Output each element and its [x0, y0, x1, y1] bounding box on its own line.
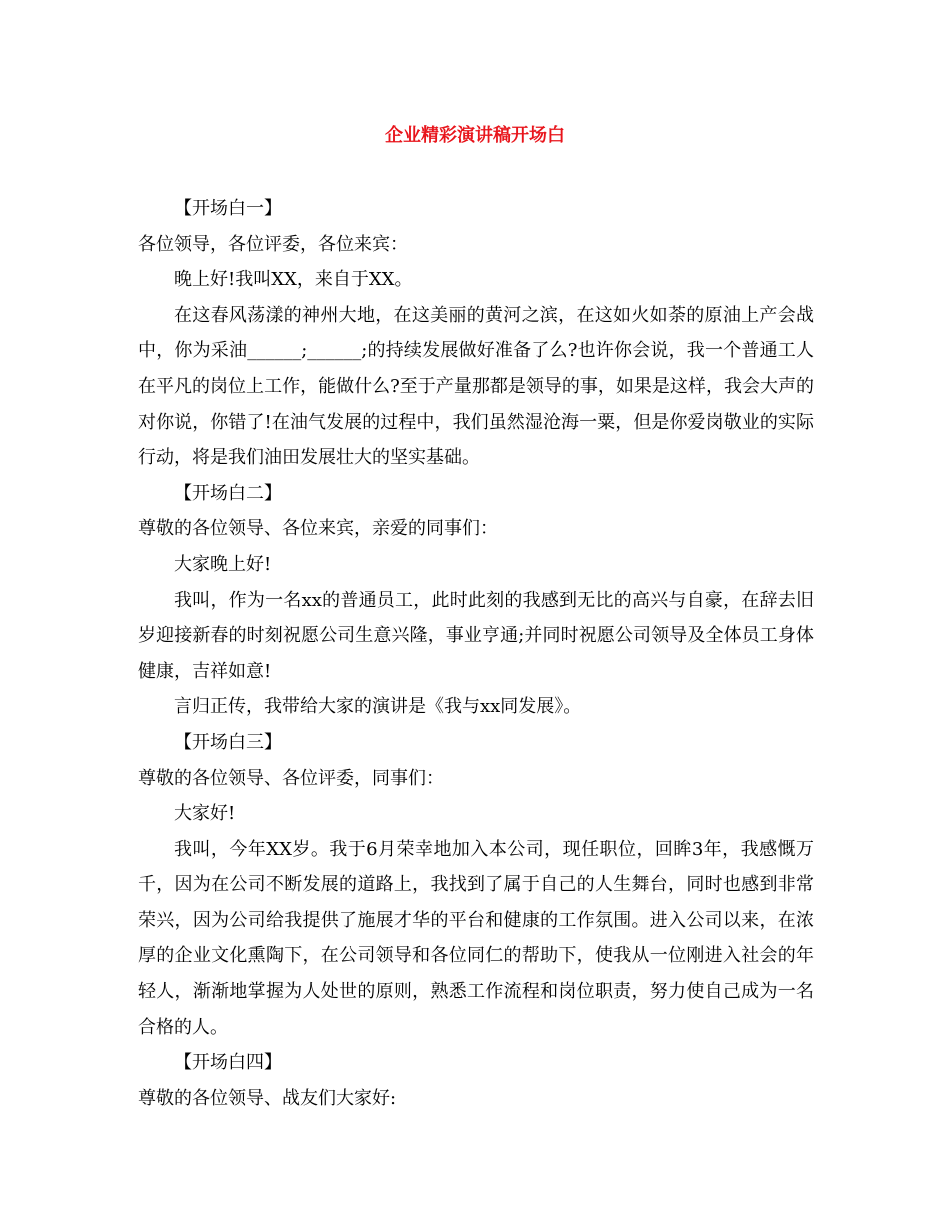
document-body [138, 191, 814, 1116]
section-heading: 【开场白二】 [174, 482, 282, 504]
section-greeting: 尊敬的各位领导、战友们大家好: [138, 1087, 397, 1109]
paragraph: 言归正传，我带给大家的演讲是《我与xx同发展》。 [174, 696, 582, 718]
paragraph: 我叫，今年XX岁。我于6月荣幸地加入本公司，现任职位，回眸3年，我感慨万千，因为在公司不断发展的道路上，我找到了属于自己的人生舞台，同时也感到非常荣兴，因为公司给我提供了施展才华的平台和健康的工作氛围。进入公司以来，在浓厚的企业文化熏陶下，在公司领导和各位同仁的帮助下，使我从一位刚进入社会的年轻人，渐渐地掌握为人处世的原则，熟悉工作流程和岗位职责，努力使自己成为一名合格的人。 [138, 838, 814, 1038]
paragraph: 大家好! [174, 803, 236, 825]
section-heading: 【开场白四】 [174, 1052, 282, 1074]
paragraph: 我叫，作为一名xx的普通员工，此时此刻的我感到无比的高兴与自豪，在辞去旧岁迎接新春的时刻祝愿公司生意兴隆，事业亨通;并同时祝愿公司领导及全体员工身体健康，吉祥如意! [138, 589, 814, 682]
section-heading: 【开场白一】 [174, 198, 282, 219]
paragraph: 大家晚上好! [174, 553, 272, 575]
paragraph: 在这春风荡漾的神州大地，在这美丽的黄河之滨，在这如火如荼的原油上产会战中，你为采油______;______;的持续发展做好准备了么?也许你会说，我一个普通工人在平凡的岗位上工作，能做什么?至于产量那都是领导的事，如果是这样，我会大声的对你说，你错了!在油气发展的过程中，我们虽然湿沧海一粟，但是你爱岗敬业的实际行动，将是我们油田发展壮大的坚实基础。 [138, 304, 814, 469]
section-greeting: 尊敬的各位领导、各位评委，同事们： [138, 767, 444, 789]
paragraph: 晚上好!我叫XX，来自于XX。 [174, 269, 413, 291]
section-greeting: 各位领导，各位评委，各位来宾： [138, 233, 408, 255]
section-heading: 【开场白三】 [174, 731, 282, 753]
section-greeting: 尊敬的各位领导、各位来宾，亲爱的同事们： [138, 518, 498, 540]
document-title: 企业精彩演讲稿开场白 [385, 125, 565, 146]
